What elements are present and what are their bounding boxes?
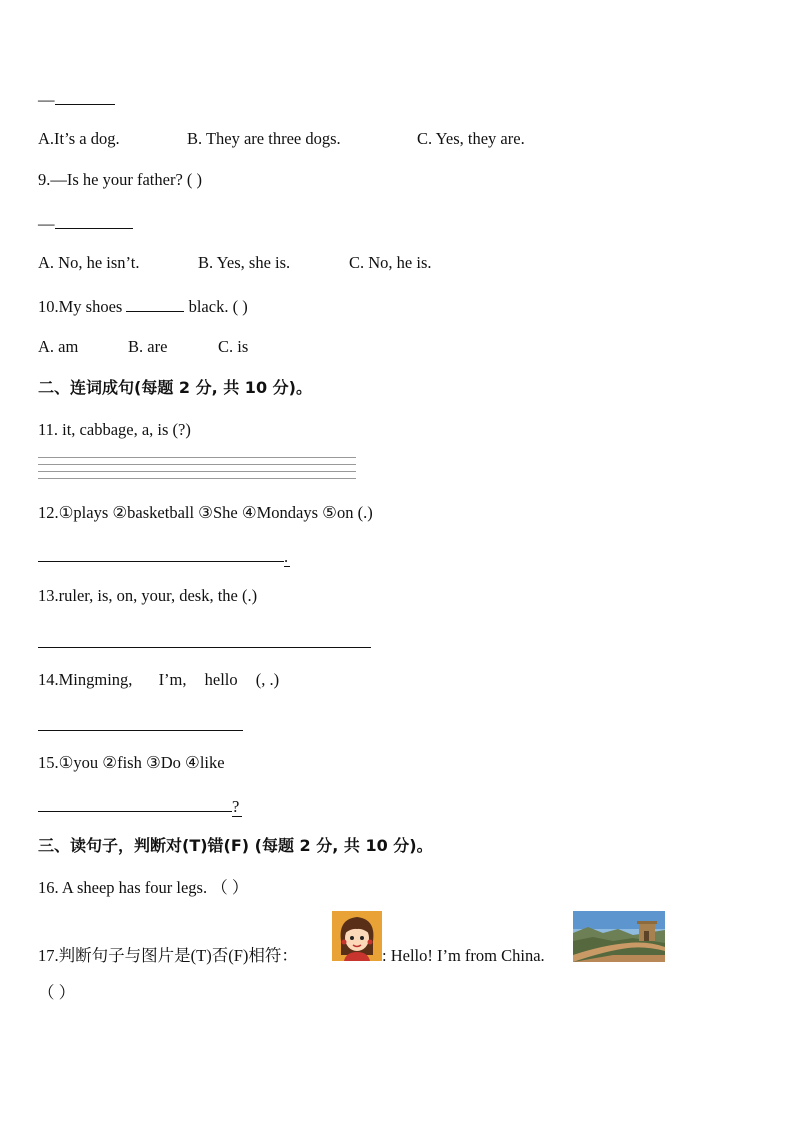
writing-line xyxy=(38,457,356,458)
q14-word-2: I’m, xyxy=(158,670,187,689)
q8-answer-line xyxy=(38,88,115,110)
end-mark: ? xyxy=(232,797,242,817)
q14-answer-line[interactable] xyxy=(38,730,243,731)
q9-option-b[interactable]: B. Yes, she is. xyxy=(198,253,291,272)
q14-word-3: hello xyxy=(204,670,238,689)
girl-avatar-image xyxy=(332,911,382,961)
answer-blank[interactable] xyxy=(38,795,232,812)
q16-answer-paren[interactable]: （ ） xyxy=(211,878,249,897)
section-3-heading: 三、读句子，判断对(T)错(F) (每题 2 分, 共 10 分)。 xyxy=(38,836,433,855)
writing-line xyxy=(38,471,356,472)
q15-prompt: 15.①you ②fish ③Do ④like xyxy=(38,753,225,772)
great-wall-icon xyxy=(573,911,665,962)
answer-blank[interactable] xyxy=(126,295,184,312)
q17-sentence: : Hello! I’m from China. xyxy=(382,946,545,965)
answer-dash: — xyxy=(38,90,55,109)
q10-text-after: black. ( ) xyxy=(184,297,248,316)
q8-option-c[interactable]: C. Yes, they are. xyxy=(417,129,525,148)
q10-question xyxy=(38,295,248,317)
girl-avatar-icon xyxy=(332,911,382,961)
section-2-heading: 二、连词成句(每题 2 分, 共 10 分)。 xyxy=(38,378,312,397)
q11-prompt: 11. it, cabbage, a, is (?) xyxy=(38,420,191,439)
q9-question: 9.—Is he your father? ( ) xyxy=(38,170,203,189)
q14-word-1: 14.Mingming, xyxy=(38,670,133,689)
answer-blank[interactable] xyxy=(55,212,133,229)
q8-option-b[interactable]: B. They are three dogs. xyxy=(187,129,341,148)
q9-answer-line xyxy=(38,212,133,234)
q10-option-c[interactable]: C. is xyxy=(218,337,249,356)
q9-option-c[interactable]: C. No, he is. xyxy=(349,253,432,272)
q10-option-b[interactable]: B. are xyxy=(128,337,168,356)
answer-blank[interactable] xyxy=(38,545,284,562)
q13-answer-line[interactable] xyxy=(38,647,371,648)
writing-line xyxy=(38,478,356,479)
q15-answer-line xyxy=(38,795,242,817)
q14-punctuation: (, .) xyxy=(255,670,280,689)
q9-option-a[interactable]: A. No, he isn’t. xyxy=(38,253,140,272)
q12-prompt: 12.①plays ②basketball ③She ④Mondays ⑤on (.) xyxy=(38,503,373,522)
writing-line xyxy=(38,464,356,465)
q17-answer-paren[interactable]: （ ） xyxy=(38,983,76,1002)
q16-line xyxy=(38,878,248,898)
q13-prompt: 13.ruler, is, on, your, desk, the (.) xyxy=(38,586,258,605)
great-wall-image xyxy=(573,911,665,962)
q10-text-before: 10.My shoes xyxy=(38,297,127,316)
end-mark: . xyxy=(284,547,289,566)
q8-option-a[interactable]: A.It’s a dog. xyxy=(38,129,120,148)
q12-answer-line xyxy=(38,545,290,567)
q14-prompt xyxy=(38,670,279,690)
answer-blank[interactable] xyxy=(55,88,115,105)
q16-prompt: 16. A sheep has four legs. xyxy=(38,878,208,897)
answer-dash: — xyxy=(38,214,55,233)
q17-prompt: 17.判断句子与图片是(T)否(F)相符： xyxy=(38,946,298,965)
q10-option-a[interactable]: A. am xyxy=(38,337,79,356)
